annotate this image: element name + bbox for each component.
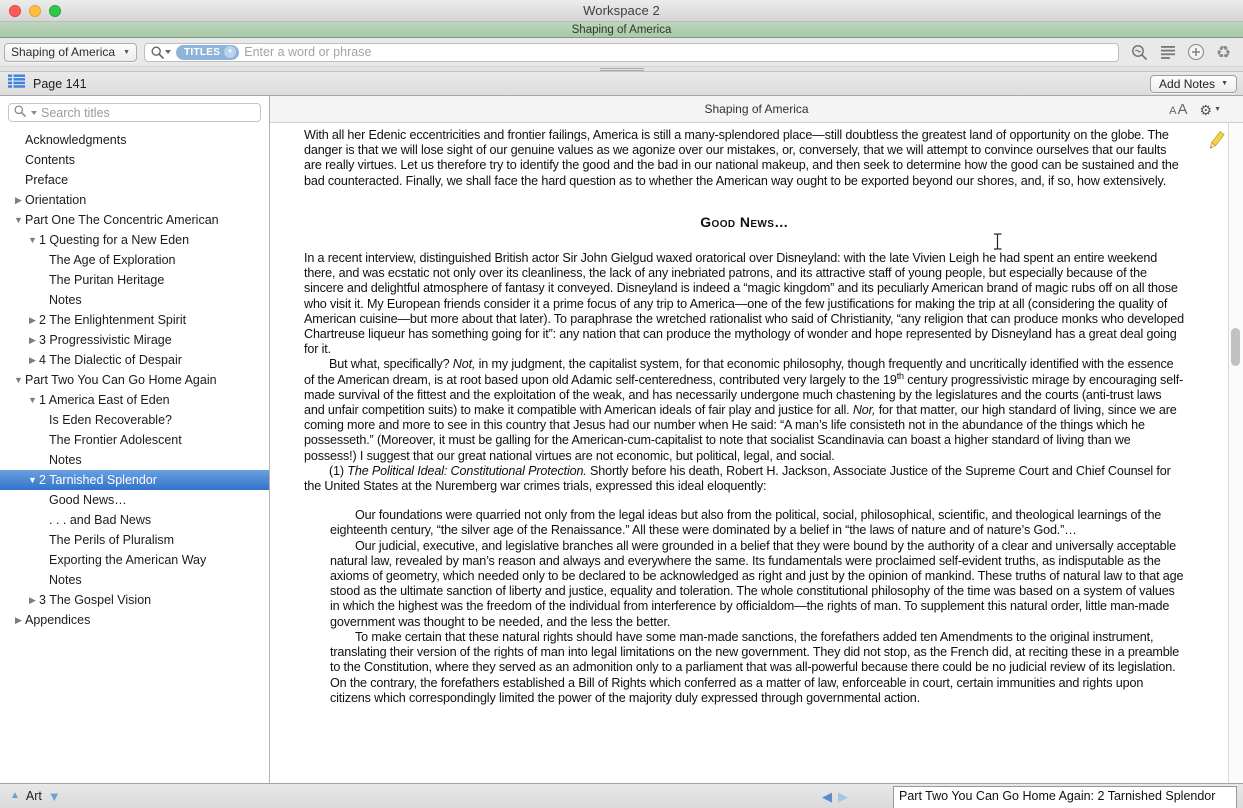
sidebar-item-label: Acknowledgments — [25, 133, 127, 147]
sidebar-item[interactable] — [0, 430, 269, 450]
sidebar-item-label: Contents — [25, 153, 76, 167]
blockquote-paragraph: Our judicial, executive, and legislative branches all were grounded in a belief that they were bound by the authority of a clear and universally acceptable natural law, revealed by man’s reason and always and everywhere the same. Its fundamentals were proclaimed self-evident truths, as indisputable as the axioms of geometry, which needed only to be declared to be acknowledged as right and just by the opinion of mankind. These truths of natural law to that age stood as the ultimate sanction of liberty and justice, equality and toleration. The whole constitutional philosophy of the time was based on a system of values in which the highest was the freedom of the individual from interference by officialdom—the rights of man. To supplement this natural order, little man-made government was thought to be needed, and the less the better. — [330, 538, 1184, 629]
title-bar — [0, 0, 1243, 22]
search-icon — [14, 104, 26, 122]
sidebar-search-wrap — [0, 96, 269, 128]
section-heading: Good News… — [700, 213, 789, 230]
next-arrow-icon[interactable]: ▶ — [838, 789, 848, 804]
disclosure-triangle-icon[interactable]: ▶ — [29, 355, 36, 365]
sidebar-item-label: Notes — [49, 573, 82, 587]
sidebar-item[interactable] — [0, 470, 269, 490]
disclosure-triangle-icon[interactable]: ▶ — [29, 335, 36, 345]
table-of-contents-icon[interactable] — [8, 74, 25, 93]
minimize-window-button[interactable] — [29, 5, 41, 17]
blockquote-paragraph: To make certain that these natural rights should have some man-made sanctions, the forefathers added ten Amendments to the original instrument, translating their version of the rights of man into legal limitations on the new government. They did not stop, as the French did, at reciting these in a preamble to the Constitution, where they served as an admonition only to a parliament that was all-powerful because there could be no judicial review of its legislation. On the contrary, the forefathers established a Bill of Rights which conferred as a matter of law, enforceable in court, certain immunities and rights upon citizens which correspondingly limited the power of the majority duly expressed through governmental action. — [330, 629, 1180, 705]
reading-pane-controls — [1169, 96, 1221, 123]
disclosure-triangle-icon[interactable]: ▼ — [28, 235, 37, 245]
page-bar — [0, 71, 1243, 96]
sidebar-item[interactable] — [0, 170, 269, 190]
sidebar-item[interactable] — [0, 370, 269, 390]
reading-pane-header — [270, 96, 1243, 123]
sidebar-item-label: 1 Questing for a New Eden — [39, 233, 190, 247]
pane-settings-button[interactable] — [1200, 103, 1222, 117]
art-navigation — [0, 789, 61, 803]
sidebar-item[interactable] — [0, 510, 269, 530]
book-text — [304, 128, 1185, 706]
blockquote-paragraph: Our foundations were quarried not only from the legal ideas but also from the political, social, philosophical, scientific, and theological learnings of the eighteenth century, “the silver age of the Renaissance.” All these were dominated by a belief in “the laws of nature and of nature’s God.”… — [330, 508, 1162, 538]
sidebar-item[interactable] — [0, 410, 269, 430]
sidebar-search-field[interactable] — [8, 103, 261, 122]
reading-pane[interactable] — [270, 123, 1243, 783]
search-options-caret-icon[interactable] — [31, 111, 37, 115]
sidebar-item-label: Exporting the American Way — [49, 553, 207, 567]
sidebar-item-label: Good News… — [49, 493, 127, 507]
search-icon[interactable] — [151, 46, 171, 59]
workspace-tab-bar[interactable] — [0, 22, 1243, 38]
search-field[interactable] — [144, 43, 1119, 62]
chevron-down-icon: ▼ — [123, 48, 130, 56]
sidebar-item[interactable] — [0, 350, 269, 370]
art-down-arrow-icon[interactable]: ▼ — [47, 788, 61, 804]
page-number-label: Page 141 — [33, 76, 87, 91]
sidebar-item[interactable] — [0, 270, 269, 290]
sidebar-item-label: Notes — [49, 293, 82, 307]
context-view-icon[interactable] — [1158, 43, 1177, 62]
sidebar-item[interactable] — [0, 330, 269, 350]
sidebar-item[interactable] — [0, 150, 269, 170]
art-up-arrow-icon[interactable]: ▲ — [10, 790, 20, 801]
sidebar-item-label: 3 The Gospel Vision — [39, 593, 152, 607]
sidebar-item[interactable] — [0, 190, 269, 210]
scope-chevron-icon[interactable]: ▼ — [224, 46, 236, 58]
sidebar-item-label: 3 Progressivistic Mirage — [39, 333, 172, 347]
edit-pencil-icon[interactable] — [1208, 131, 1225, 157]
window-controls — [9, 5, 61, 17]
disclosure-triangle-icon[interactable]: ▼ — [14, 375, 23, 385]
sidebar-item[interactable] — [0, 610, 269, 630]
paragraph: (1) The Political Ideal: Constitutional Protection. Shortly before his death, Robert H. Jackson, Associate Justice of the Supreme Court and Chief Counsel for the United States at the Nuremberg war crimes trials, expressed this ideal eloquently: — [304, 463, 1171, 494]
toolbar-icons — [1130, 43, 1233, 62]
search-input[interactable] — [244, 45, 1112, 59]
disclosure-triangle-icon[interactable]: ▶ — [15, 615, 22, 625]
sidebar-item[interactable] — [0, 570, 269, 590]
sidebar-search-input[interactable] — [41, 106, 255, 120]
sidebar-item-label: Part Two You Can Go Home Again — [25, 373, 217, 387]
sidebar-item[interactable] — [0, 490, 269, 510]
sidebar-item-label: The Age of Exploration — [49, 253, 176, 267]
font-size-control[interactable]: A A — [1169, 101, 1188, 118]
status-bar — [0, 783, 1243, 808]
vertical-scrollbar[interactable] — [1228, 123, 1243, 783]
sidebar-item[interactable] — [0, 250, 269, 270]
sidebar-item[interactable] — [0, 550, 269, 570]
sidebar-item[interactable] — [0, 390, 269, 410]
sidebar-item-label: 2 Tarnished Splendor — [39, 473, 157, 487]
titles-sidebar — [0, 96, 270, 783]
sidebar-item-label: The Puritan Heritage — [49, 273, 165, 287]
add-notes-button[interactable] — [1150, 75, 1237, 93]
sidebar-item[interactable] — [0, 310, 269, 330]
sidebar-item-label: Appendices — [25, 613, 91, 627]
sidebar-item[interactable] — [0, 210, 269, 230]
workspace-tab-label: Shaping of America — [571, 23, 672, 36]
add-notes-label: Add Notes — [1159, 76, 1216, 91]
current-location-field[interactable]: Part Two You Can Go Home Again: 2 Tarnished Splendor — [893, 786, 1237, 808]
book-selector-dropdown[interactable] — [4, 43, 137, 62]
sidebar-item[interactable] — [0, 130, 269, 150]
toolbar — [0, 38, 1243, 66]
paragraph: In a recent interview, distinguished British actor Sir John Gielgud waxed oratorical over Disneyland: with the late Vivien Leigh he had spent an entire weekend there, and was ecstatic not only over its cleanliness, the lack of any inebriated patrons, and its attractive staff of young people, but especially because of the sincere and delightful atmosphere of fantasy it conveyed. Disneyland is indeed a “magic kingdom” and its peculiarly American brand of magic rubs off on all those who visit it. My European friends consider it a prime focus of any trip to America—one of the few justifications for making the trip at all (considering the quality of American cuisine—but more about that later). To paraphrase the wretched rationalist who said of Christianity, “any religion that can produce monks who developed Chartreuse liqueur has something going for it”: any nation that can produce the mythology of wonder and hope represented by Disneyland has a great deal going for it. — [304, 251, 1184, 357]
zoom-window-button[interactable] — [49, 5, 61, 17]
sidebar-item-label: The Perils of Pluralism — [49, 533, 175, 547]
disclosure-triangle-icon[interactable]: ▼ — [28, 395, 37, 405]
live-search-icon[interactable] — [1130, 43, 1149, 62]
sidebar-item-label: Orientation — [25, 193, 87, 207]
sidebar-item[interactable] — [0, 290, 269, 310]
close-window-button[interactable] — [9, 5, 21, 17]
pane-splitter[interactable] — [0, 66, 1243, 71]
sidebar-item-label: Notes — [49, 453, 82, 467]
sidebar-item-label: . . . and Bad News — [49, 513, 152, 527]
gear-icon: ⚙ — [1199, 101, 1213, 118]
history-navigation — [822, 784, 848, 808]
disclosure-triangle-icon[interactable]: ▼ — [28, 475, 37, 485]
search-scope-pill[interactable] — [176, 45, 239, 60]
add-parallel-icon[interactable] — [1186, 43, 1205, 62]
paragraph: But what, specifically? Not, in my judgment, the capitalist system, for that economic philosophy, though frequently and uncritically identified with the essence of the American dream, is at root based upon old Adamic self-centeredness, contributed very largely to the 19th century progressivistic mirage by encouraging self-made survival of the fittest and the exploitation of the weak, and has necessarily undergone much chastening by the legislatures and the courts (anti-trust laws and unfair competition suits) to make it compatible with American ideals of fair play and justice for all. Nor, for that matter, our high standard of living, since we are coming more and more to see in this country that Jesus had our number when He said: “A man’s life consisteth not in the abundance of the things which he possesseth.” (Moreover, it must be galling for the American-cum-capitalist to note that socialist Scandinavia can boast a higher standard of living than we possess!) I suggest that our great national virtues are not economic, but political, legal, and social. — [304, 357, 1184, 463]
window-title: Workspace 2 — [583, 3, 660, 18]
previous-arrow-icon[interactable]: ◀ — [822, 789, 832, 804]
scrollbar-thumb[interactable] — [1231, 328, 1240, 366]
disclosure-triangle-icon[interactable]: ▶ — [29, 315, 36, 325]
book-selector-label: Shaping of America — [11, 45, 116, 59]
sidebar-item-label: Is Eden Recoverable? — [49, 413, 172, 427]
sidebar-item[interactable] — [0, 590, 269, 610]
disclosure-triangle-icon[interactable]: ▼ — [14, 215, 23, 225]
sidebar-item[interactable] — [0, 230, 269, 250]
sidebar-item-label: Preface — [25, 173, 69, 187]
reading-pane-container — [270, 96, 1243, 783]
splitter-grip-icon[interactable] — [600, 68, 644, 71]
sidebar-item-label: 2 The Enlightenment Spirit — [39, 313, 187, 327]
text-cursor-icon — [993, 233, 1002, 250]
disclosure-triangle-icon[interactable]: ▶ — [29, 595, 36, 605]
sidebar-item-label: 1 America East of Eden — [39, 393, 170, 407]
search-options-caret-icon[interactable] — [165, 50, 171, 54]
sidebar-item-label: Part One The Concentric American — [25, 213, 219, 227]
chevron-down-icon: ▼ — [1214, 106, 1221, 113]
disclosure-triangle-icon[interactable]: ▶ — [15, 195, 22, 205]
search-scope-label: TITLES — [184, 46, 221, 58]
sidebar-item[interactable] — [0, 530, 269, 550]
chevron-down-icon: ▼ — [1221, 80, 1228, 87]
table-of-contents — [0, 128, 269, 783]
paragraph: With all her Edenic eccentricities and frontier failings, America is still a many-splendored place—still doubtless the greatest land of opportunity on the globe. The danger is that we will lose sight of our genuine values as we agonize over our mistakes, or, conversely, that we will attempt to convince ourselves that our faults are really virtues. Let us therefore try to identify the good and the bad in our national makeup, and then seek to determine how the good can be sustained and the bad counteracted. Finally, we shall face the hard question as to whether the American way ought to be exported beyond our shores, and, if so, how extensively. — [304, 128, 1179, 188]
sidebar-item-label: The Frontier Adolescent — [49, 433, 182, 447]
sidebar-item[interactable] — [0, 450, 269, 470]
sidebar-item-label: 4 The Dialectic of Despair — [39, 353, 182, 367]
art-label: Art — [25, 789, 42, 803]
main-area — [0, 96, 1243, 783]
reading-pane-title: Shaping of America — [704, 102, 809, 116]
recycle-workspace-icon[interactable]: ♻ — [1215, 42, 1232, 62]
